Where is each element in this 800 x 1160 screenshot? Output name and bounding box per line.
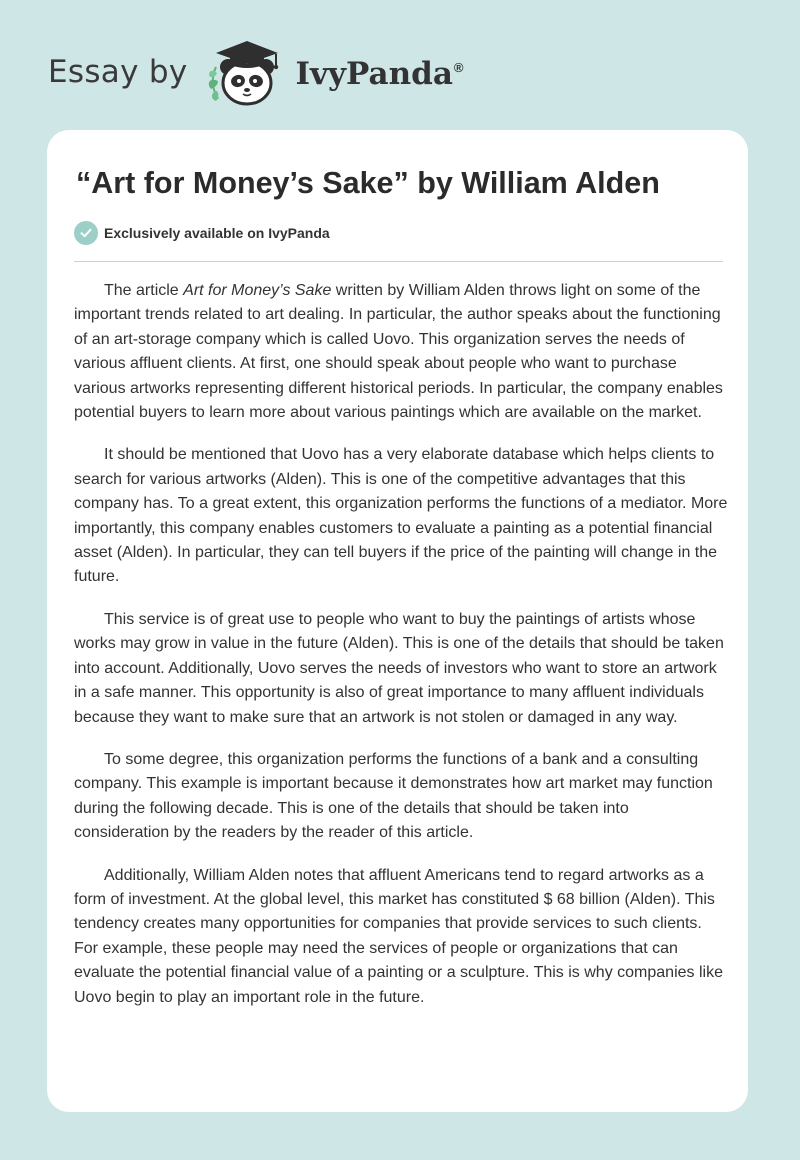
brand-name[interactable]: IvyPanda® [295, 55, 464, 92]
essay-title: “Art for Money’s Sake” by William Alden [76, 166, 660, 200]
exclusive-label: Exclusively available on IvyPanda [104, 225, 330, 241]
panda-graduate-icon[interactable] [202, 37, 294, 107]
paragraph-5: Additionally, William Alden notes that affluent Americans tend to regard artworks as a form of investment. At the global level, this market has constituted $ 68 billion (Alden). This tendency creates many opportunities for companies that provide services to such clients. For example, these people may need the services of people or organizations that can evaluate the potential financial value of a painting or a sculpture. This is why companies like Uovo begin to play an important role in the future. [74, 866, 723, 1006]
article-title-italic: Art for Money’s Sake [183, 282, 332, 299]
essay-by-label: Essay by [48, 53, 188, 90]
exclusive-badge [74, 221, 330, 245]
paragraph-3: This service is of great use to people who want to buy the paintings of artists whose works may grow in value in the future (Alden). This is one of the details that should be taken into account. Additionally, Uovo serves the needs of investors who want to store an artwork in a safe manner. This opportunity is also of great importance to many affluent individuals because they want to make sure that an artwork is not stolen or damaged in any way. [74, 610, 724, 726]
paragraph-2: It should be mentioned that Uovo has a very elaborate database which helps clients to search for various artworks (Alden). This is one of the competitive advantages that this company has. To a great extent, this organization performs the functions of a mediator. More importantly, this company enables customers to evaluate a painting as a potential financial asset (Alden). In particular, they can tell buyers if the price of the painting will change in the future. [74, 446, 728, 586]
paragraph-1: The article Art for Money’s Sake written by William Alden throws light on some of the important trends related to art dealing. In particular, the author speaks about the functioning of an art-storage company which is called Uovo. This organization serves the needs of various affluent clients. At first, one should speak about people who want to purchase various artworks representing different historical periods. In particular, the company enables potential buyers to learn more about various paintings which are available on the market. [74, 282, 723, 422]
essay-card [47, 130, 748, 1112]
brand-header [48, 36, 464, 108]
check-circle-icon [74, 221, 98, 245]
divider [74, 261, 723, 262]
essay-body [74, 279, 728, 1028]
registered-mark: ® [453, 60, 464, 76]
paragraph-4: To some degree, this organization performs the functions of a bank and a consulting company. This example is important because it demonstrates how art market may function during the following decade. This is one of the details that should be taken into consideration by the readers by the reader of this article. [74, 750, 713, 842]
